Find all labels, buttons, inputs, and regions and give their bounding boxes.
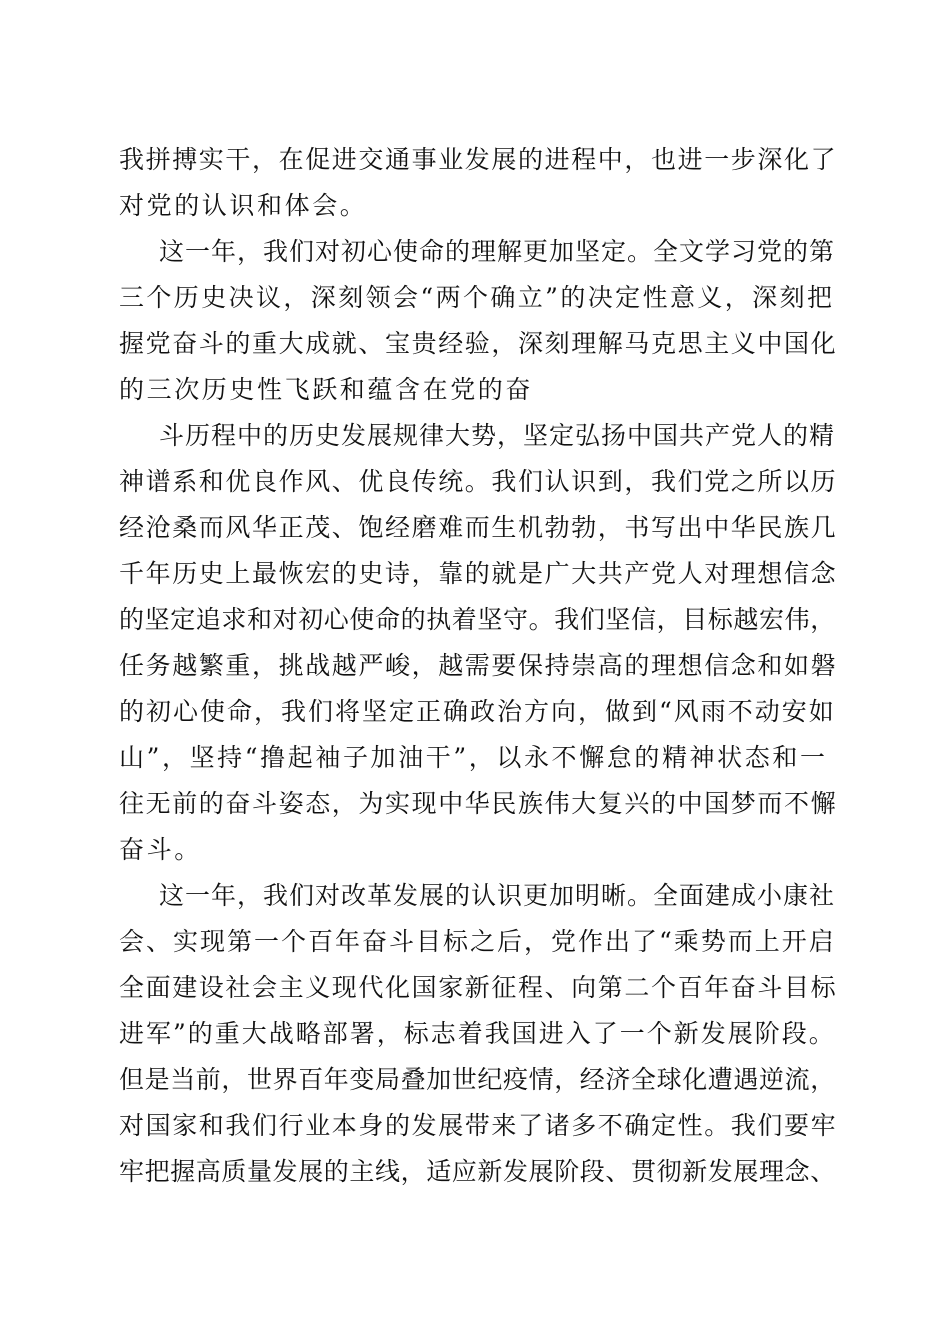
text-line: 的初心使命，我们将坚定正确政治方向，做到“风雨不动安如 [119,697,836,726]
body-text [119,137,839,1195]
text-line: 握党奋斗的重大成就、宝贵经验，深刻理解马克思主义中国化 [119,329,838,358]
text-line: 对党的认识和体会。 [119,191,368,220]
text-line: 三个历史决议，深刻领会“两个确立”的决定性意义，深刻把 [119,283,835,312]
text-line: 对国家和我们行业本身的发展带来了诸多不确定性。我们要牢 [119,1111,838,1140]
text-line: 山”，坚持“撸起袖子加油干”，以永不懈怠的精神状态和一 [119,743,828,772]
text-line: 斗历程中的历史发展规律大势，坚定弘扬中国共产党人的精 [159,421,836,450]
text-line: 进军”的重大战略部署，标志着我国进入了一个新发展阶段。 [119,1019,836,1048]
text-line: 经沧桑而风华正茂、饱经磨难而生机勃勃，书写出中华民族几 [119,513,838,542]
text-line: 牢把握高质量发展的主线，适应新发展阶段、贯彻新发展理念、 [119,1157,836,1186]
text-line: 奋斗。 [119,835,202,864]
text-line: 的三次历史性飞跃和蕴含在党的奋 [119,375,534,404]
text-line: 这一年，我们对改革发展的认识更加明晰。全面建成小康社 [159,881,836,910]
text-line: 但是当前，世界百年变局叠加世纪疫情，经济全球化遭遇逆流， [119,1065,836,1094]
text-line: 我拼搏实干，在促进交通事业发展的进程中，也进一步深化了 [119,145,838,174]
text-line: 往无前的奋斗姿态，为实现中华民族伟大复兴的中国梦而不懈 [119,789,838,818]
text-line: 千年历史上最恢宏的史诗，靠的就是广大共产党人对理想信念 [119,559,838,588]
text-line: 的坚定追求和对初心使命的执着坚守。我们坚信，目标越宏伟， [119,605,836,634]
text-line: 这一年，我们对初心使命的理解更加坚定。全文学习党的第 [159,237,836,266]
text-line: 会、实现第一个百年奋斗目标之后，党作出了“乘势而上开启 [119,927,836,956]
text-line: 神谱系和优良作风、优良传统。我们认识到，我们党之所以历 [119,467,838,496]
text-line: 任务越繁重，挑战越严峻，越需要保持崇高的理想信念和如磐 [119,651,838,680]
text-line: 全面建设社会主义现代化国家新征程、向第二个百年奋斗目标 [119,973,838,1002]
